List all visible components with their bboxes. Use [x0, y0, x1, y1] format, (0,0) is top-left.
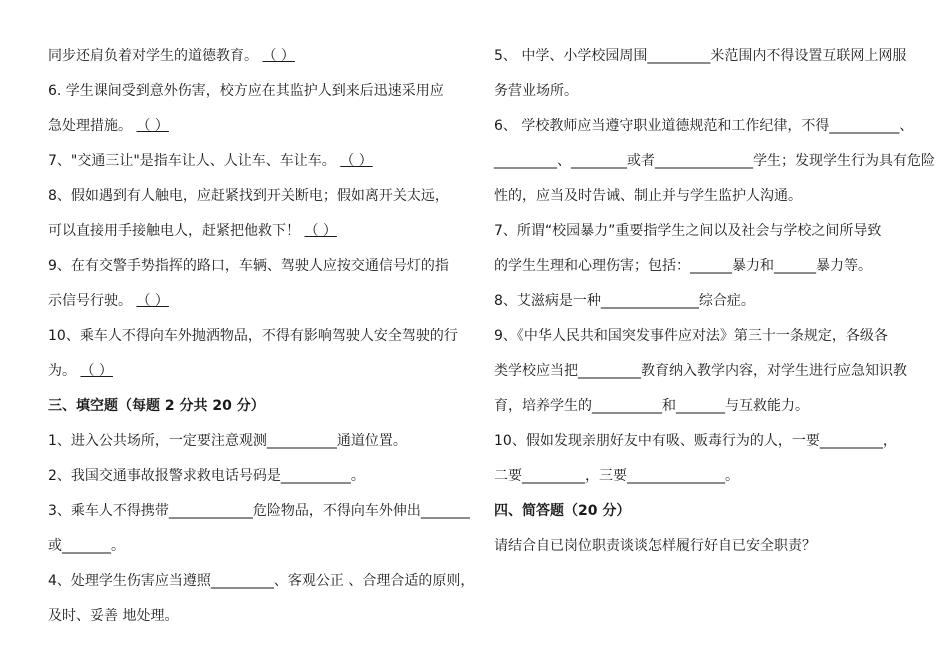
answer-blank: （ ） [80, 363, 113, 379]
text-line [494, 361, 907, 381]
answer-blank: （ ） [136, 293, 169, 309]
line-text: 10、假如发现亲朋好友中有吸、贩毒行为的人，一要_________， [494, 433, 897, 449]
text-line [494, 116, 913, 136]
line-text: 10、乘车人不得向车外抛洒物品，不得有影响驾驶人安全驾驶的行 [48, 328, 458, 344]
answer-blank: （ ） [340, 153, 373, 169]
answer-blank: （ ） [262, 48, 295, 64]
line-text: 类学校应当把_________教育纳入教学内容，对学生进行应急知识教 [494, 363, 907, 379]
text-line [494, 256, 872, 276]
line-text: 1、进入公共场所，一定要注意观测__________通道位置。 [48, 433, 407, 449]
text-line [48, 501, 470, 521]
text-line [48, 221, 337, 241]
line-text: 示信号行驶。 [48, 293, 137, 309]
line-text: 5、 中学、小学校园周围_________米范围内不得设置互联网上网服 [494, 48, 907, 64]
line-text: 性的，应当及时告诫、制止并与学生监护人沟通。 [494, 188, 802, 204]
text-line [48, 46, 295, 66]
text-line [494, 186, 802, 206]
text-line [48, 256, 449, 276]
line-text: 急处理措施。 [48, 118, 137, 134]
text-line [48, 186, 449, 206]
line-text: 8、艾滋病是一种______________综合症。 [494, 293, 755, 309]
answer-blank: （ ） [136, 118, 169, 134]
line-text: 6. 学生课间受到意外伤害，校方应在其监护人到来后迅速采用应 [48, 83, 444, 99]
text-line [48, 536, 125, 556]
line-text: 9、在有交警手势指挥的路口，车辆、驾驶人应按交通信号灯的指 [48, 258, 449, 274]
text-line [494, 326, 888, 346]
line-text: 务营业场所。 [494, 83, 578, 99]
text-line [494, 536, 816, 556]
text-line [494, 151, 935, 171]
line-text: 育，培养学生的__________和_______与互救能力。 [494, 398, 809, 414]
line-text: 的学生生理和心理伤害；包括：______暴力和______暴力等。 [494, 258, 872, 274]
line-text: 请结合自已岗位职责谈谈怎样履行好自已安全职责？ [494, 538, 816, 554]
line-text: 四、简答题（20 分） [494, 503, 631, 519]
text-line [494, 291, 755, 311]
section-heading-fill-in [48, 396, 265, 416]
text-line [494, 466, 739, 486]
text-line [48, 326, 458, 346]
line-text: 可以直接用手接触电人，赶紧把他救下！ [48, 223, 305, 239]
text-line [48, 81, 444, 101]
text-line [48, 431, 407, 451]
line-text: 为。 [48, 363, 81, 379]
line-text: _________、________或者______________学生；发现学生行为具有危险 [494, 153, 935, 169]
line-text: 9、《中华人民共和国突发事件应对法》第三十一条规定，各级各 [494, 328, 888, 344]
line-text: 4、处理学生伤害应当遵照_________、客观公正 、合理合适的原则， [48, 573, 475, 589]
line-text: 或_______。 [48, 538, 125, 554]
line-text: 8、假如遇到有人触电，应赶紧找到开关断电；假如离开关太远， [48, 188, 449, 204]
section-heading-short-answer [494, 501, 630, 521]
line-text: 7、"交通三让"是指车让人、人让车、车让车。 [48, 153, 341, 169]
text-line [48, 116, 169, 136]
line-text: 3、乘车人不得携带____________危险物品，不得向车外伸出_______ [48, 503, 470, 519]
line-text: 及时、妥善 地处理。 [48, 608, 179, 624]
line-text: 2、我国交通事故报警求救电话号码是__________。 [48, 468, 365, 484]
text-line [48, 151, 373, 171]
text-line [494, 81, 578, 101]
text-line [494, 46, 906, 66]
line-text: 同步还肩负着对学生的道德教育。 [48, 48, 263, 64]
line-text: 二要_________，三要______________。 [494, 468, 739, 484]
text-line [48, 291, 169, 311]
text-line [48, 571, 474, 591]
answer-blank: （ ） [304, 223, 337, 239]
text-line [494, 221, 881, 241]
line-text: 7、所谓“校园暴力”重要指学生之间以及社会与学校之间所导致 [494, 223, 882, 239]
line-text: 6、 学校教师应当遵守职业道德规范和工作纪律，不得__________、 [494, 118, 914, 134]
text-line [48, 606, 178, 626]
text-line [494, 431, 897, 451]
text-line [494, 396, 809, 416]
text-line [48, 361, 113, 381]
line-text: 三、填空题（每题 2 分共 20 分） [48, 398, 265, 414]
text-line [48, 466, 365, 486]
